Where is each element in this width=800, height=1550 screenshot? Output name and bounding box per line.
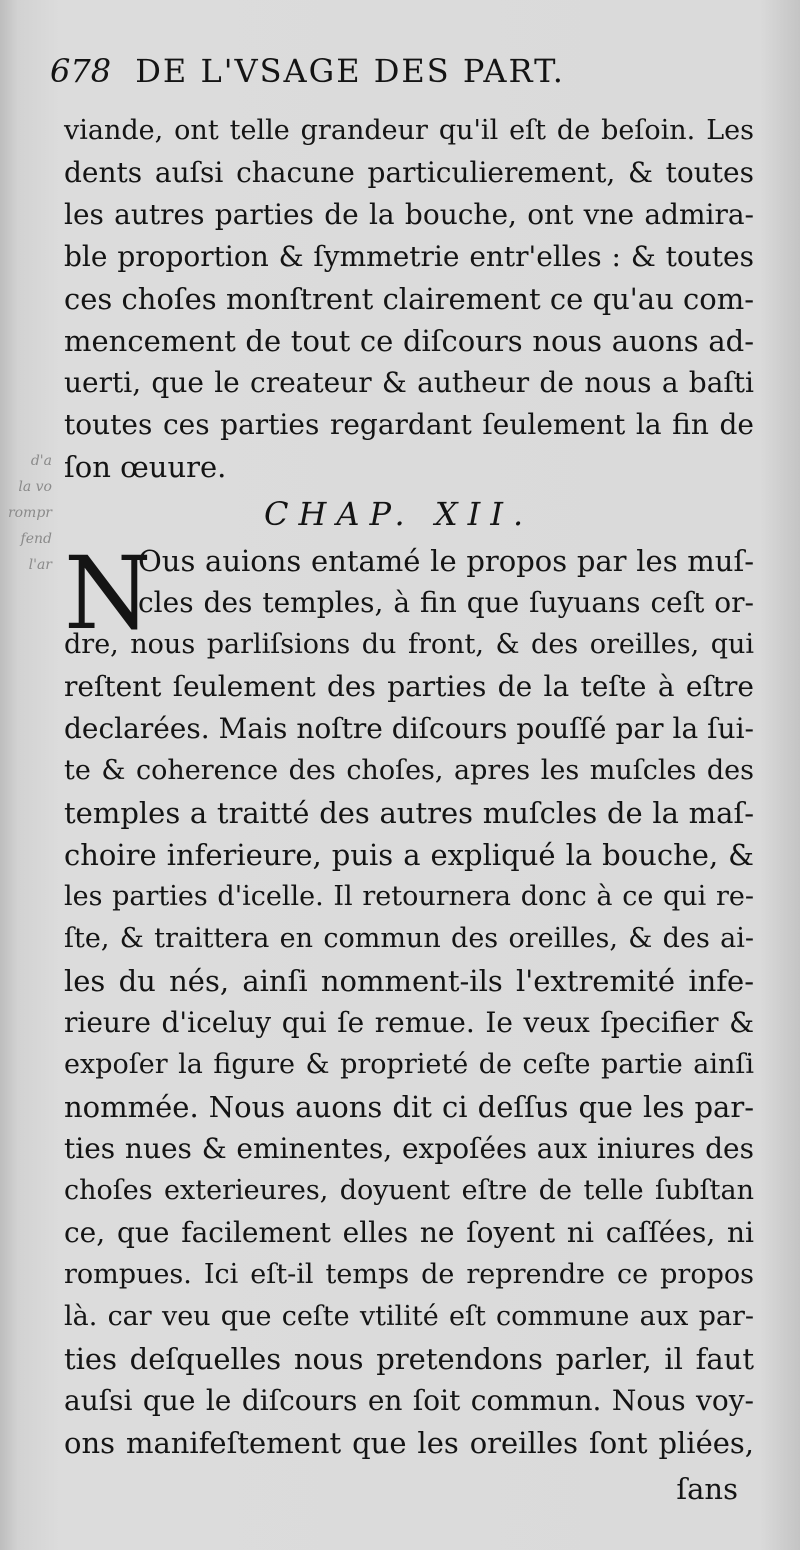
text-line: les parties d'icelle. Il retournera donc à ce qui re-: [64, 881, 754, 912]
chapter-heading: CHAP. XII.: [264, 495, 534, 533]
catchword: ſans: [676, 1472, 738, 1506]
margin-note: rompr: [7, 505, 52, 521]
text-line: ſon œuure.: [64, 450, 227, 484]
text-line: ces choſes monſtrent clairement ce qu'au com-: [64, 282, 754, 316]
text-line: reſtent ſeulement des parties de la teſte à eſtre: [64, 670, 754, 703]
text-line: viande, ont telle grandeur qu'il eſt de beſoin. Les: [64, 115, 754, 146]
text-line: ties deſquelles nous pretendons parler, il faut: [64, 1342, 754, 1376]
text-line: auſsi que le diſcours en ſoit commun. Nous voy-: [64, 1384, 754, 1417]
page-body: [64, 110, 754, 1464]
text-line: là. car veu que ceſte vtilité eſt commune aux par-: [64, 1301, 754, 1332]
text-line: choſes exterieures, doyuent eſtre de telle ſubſtan: [64, 1175, 754, 1206]
text-line: te & coherence des choſes, apres les muſcles des: [64, 755, 754, 786]
text-line: Ous auions entamé le propos par les muſ-: [138, 544, 754, 578]
text-line: uerti, que le createur & autheur de nous a baſti: [64, 366, 754, 399]
text-line: rieure d'iceluy qui ſe remue. Ie veux ſpecifier &: [64, 1006, 754, 1039]
text-line: les du nés, ainſi nomment-ils l'extremité infe-: [64, 964, 754, 998]
text-line: ſte, & traittera en commun des oreilles, & des ai-: [64, 923, 754, 954]
text-line: ons manifeſtement que les oreilles ſont pliées,: [64, 1426, 754, 1460]
text-line: expoſer la figure & proprieté de ceſte partie ainſi: [64, 1049, 754, 1080]
text-line: les autres parties de la bouche, ont vne admira-: [64, 198, 754, 231]
text-line: dre, nous parliſsions du front, & des oreilles, qui: [64, 629, 754, 660]
page-number: 678: [50, 52, 112, 90]
text-line: cles des temples, à fin que ſuyuans ceſt or-: [138, 586, 754, 619]
margin-note: d'a: [30, 453, 52, 469]
running-header: [50, 52, 750, 102]
text-line: ble proportion & ſymmetrie entr'elles : & toutes: [64, 240, 754, 273]
text-line: mencement de tout ce diſcours nous auons ad-: [64, 324, 754, 358]
margin-note: la vo: [18, 479, 52, 495]
margin-note: l'ar: [28, 557, 52, 573]
drop-cap: N: [64, 535, 152, 652]
bleed-through-margin-notes: [0, 448, 52, 578]
text-line: temples a traitté des autres muſcles de la maſ-: [64, 796, 754, 830]
text-line: rompues. Ici eſt-il temps de reprendre ce propos: [64, 1259, 754, 1290]
margin-note: fend: [20, 531, 52, 547]
running-title: DE L'VSAGE DES PART.: [135, 52, 565, 90]
text-line: toutes ces parties regardant ſeulement la fin de: [64, 408, 754, 441]
text-line: dents auſsi chacune particulierement, & toutes: [64, 156, 754, 189]
text-line: choire inferieure, puis a expliqué la bouche, &: [64, 838, 754, 872]
text-line: nommée. Nous auons dit ci deſſus que les par-: [64, 1090, 754, 1124]
text-line: ce, que facilement elles ne ſoyent ni caſſées, ni: [64, 1216, 754, 1249]
text-line: declarées. Mais noſtre diſcours pouſſé par la ſui-: [64, 712, 754, 745]
text-line: ties nues & eminentes, expoſées aux iniures des: [64, 1132, 754, 1165]
